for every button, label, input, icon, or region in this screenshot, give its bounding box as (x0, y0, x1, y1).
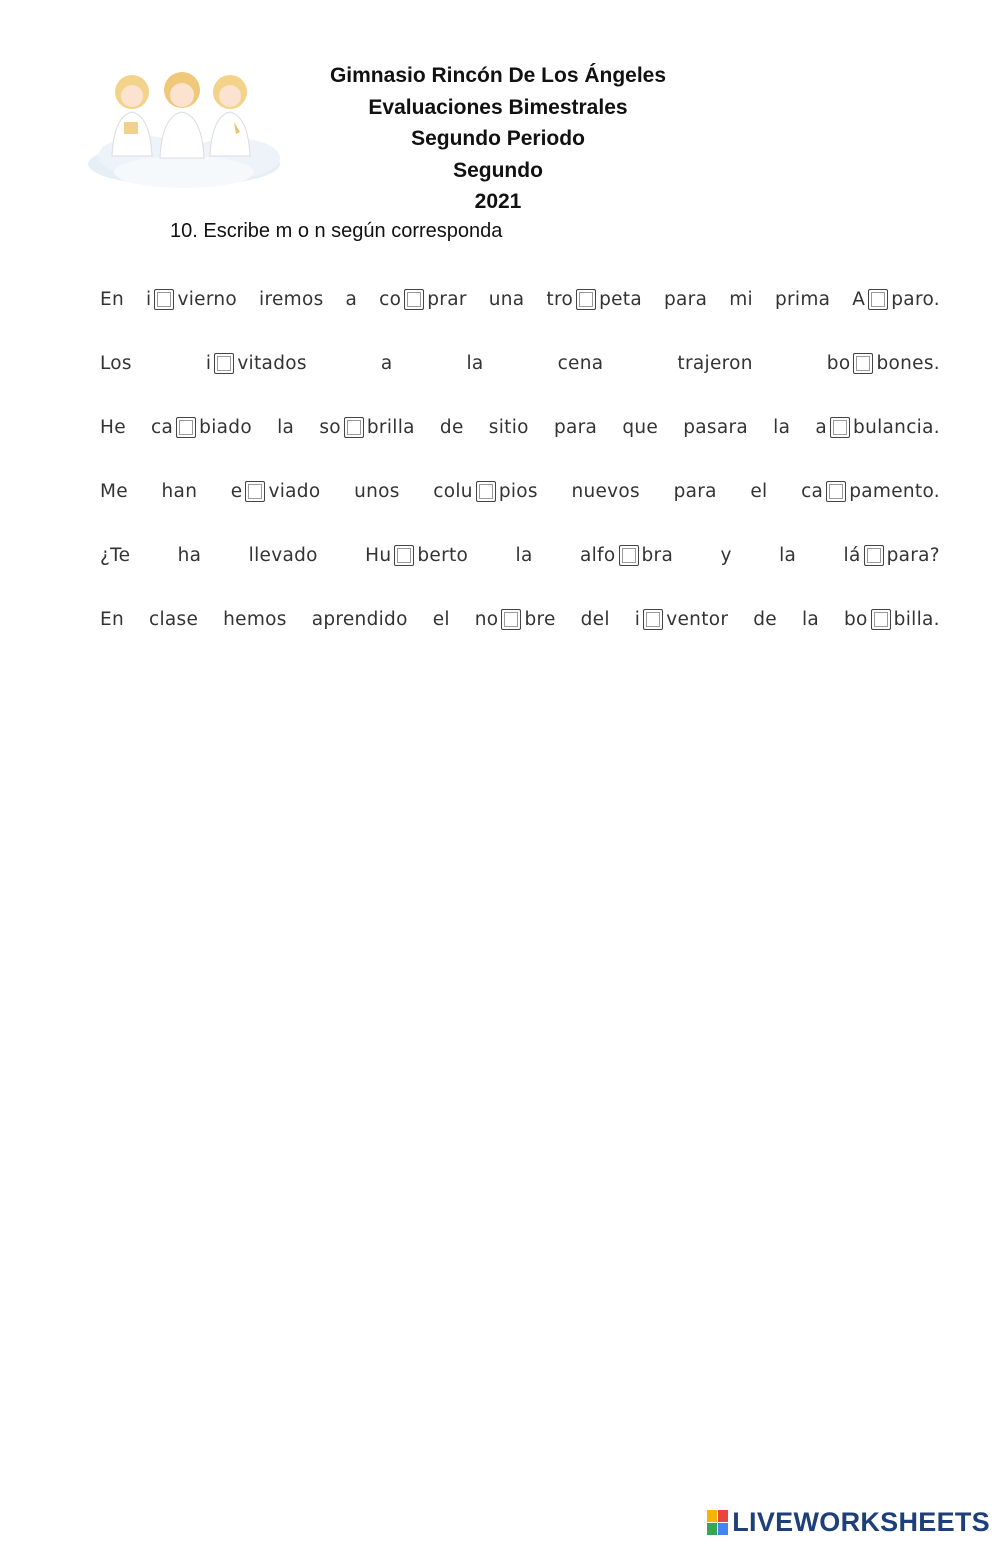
word-fragment: no (474, 608, 499, 630)
word-fragment: bra (641, 544, 674, 566)
answer-blank-input[interactable] (830, 417, 850, 438)
word-fragment: una (488, 288, 525, 310)
word (720, 545, 731, 566)
word-fragment: tro (546, 288, 574, 310)
word (844, 545, 940, 566)
word (249, 545, 318, 566)
word-fragment: i (634, 608, 641, 630)
word (149, 609, 198, 630)
sentence-3 (100, 412, 940, 442)
word (554, 417, 597, 438)
word (489, 289, 525, 310)
word (231, 481, 321, 502)
word-fragment: llevado (248, 544, 318, 566)
word-fragment: Los (100, 352, 132, 374)
word (489, 417, 529, 438)
word-fragment: vierno (177, 288, 238, 310)
word (635, 609, 729, 630)
word (475, 609, 556, 630)
word-fragment: sitio (488, 416, 529, 438)
word-fragment: que (622, 416, 659, 438)
word (319, 417, 414, 438)
word (729, 289, 753, 310)
word-fragment: En (100, 288, 125, 310)
sentence-2 (100, 348, 940, 378)
word (622, 417, 658, 438)
word (100, 289, 124, 310)
word-fragment: bones. (876, 352, 940, 374)
word-fragment: prar (427, 288, 467, 310)
word-fragment: la (779, 544, 797, 566)
word-fragment: A (852, 288, 866, 310)
word-fragment: ca (801, 480, 824, 502)
liveworksheets-logo-icon (707, 1510, 729, 1536)
word (381, 353, 393, 374)
word-fragment: para (663, 288, 708, 310)
word (844, 609, 940, 630)
word-fragment: ca (151, 416, 174, 438)
word (466, 353, 483, 374)
word-fragment: He (100, 416, 126, 438)
word-fragment: billa. (893, 608, 940, 630)
word (433, 609, 450, 630)
angels-on-cloud-logo (84, 56, 288, 194)
word (100, 609, 124, 630)
word-fragment: el (750, 480, 768, 502)
word-fragment: bulancia. (853, 416, 940, 438)
word (827, 353, 940, 374)
word-fragment: berto (417, 544, 469, 566)
word-fragment: i (205, 352, 212, 374)
word (379, 289, 467, 310)
word-fragment: a (345, 288, 358, 310)
word (259, 289, 324, 310)
answer-blank-input[interactable] (853, 353, 873, 374)
word-fragment: a (815, 416, 828, 438)
exercise-instruction: 10. Escribe m o n según corresponda (170, 220, 503, 242)
word (852, 289, 940, 310)
word-fragment: de (753, 608, 777, 630)
word-fragment: bo (826, 352, 851, 374)
word-fragment: co (379, 288, 402, 310)
answer-blank-input[interactable] (394, 545, 414, 566)
word-fragment: peta (599, 288, 642, 310)
word (775, 289, 830, 310)
word (558, 353, 604, 374)
sentence-4 (100, 476, 940, 506)
word (365, 545, 468, 566)
answer-blank-input[interactable] (476, 481, 496, 502)
word-fragment: e (230, 480, 243, 502)
word-fragment: prima (774, 288, 831, 310)
word (440, 417, 464, 438)
word-fragment: y (720, 544, 732, 566)
word (162, 481, 198, 502)
word (580, 545, 673, 566)
word (100, 353, 132, 374)
answer-blank-input[interactable] (501, 609, 521, 630)
word (346, 289, 358, 310)
word (677, 353, 752, 374)
word (801, 481, 940, 502)
school-name: Gimnasio Rincón De Los Ángeles (329, 64, 667, 87)
answer-blank-input[interactable] (871, 609, 891, 630)
word-fragment: pasara (683, 416, 749, 438)
word (354, 481, 400, 502)
word-fragment: nuevos (571, 480, 640, 502)
period-label: Segundo Periodo (411, 127, 585, 150)
word-fragment: mi (729, 288, 753, 310)
word (178, 545, 202, 566)
word-fragment: bre (524, 608, 556, 630)
word-fragment: ¿Te (100, 544, 131, 566)
word-fragment: colu (433, 480, 473, 502)
word-fragment: a (380, 352, 393, 374)
word (581, 609, 610, 630)
sentence-6 (100, 604, 940, 634)
word-fragment: han (161, 480, 198, 502)
answer-blank-input[interactable] (826, 481, 846, 502)
word (277, 417, 294, 438)
answer-blank-input[interactable] (404, 289, 424, 310)
word-fragment: pios (498, 480, 538, 502)
word-fragment: Me (100, 480, 128, 502)
word-fragment: so (319, 416, 341, 438)
answer-blank-input[interactable] (576, 289, 596, 310)
answer-blank-input[interactable] (245, 481, 265, 502)
word-fragment: para? (886, 544, 940, 566)
answer-blank-input[interactable] (214, 353, 234, 374)
word-fragment: para (553, 416, 598, 438)
word (664, 289, 707, 310)
word-fragment: alfo (579, 544, 616, 566)
answer-blank-input[interactable] (619, 545, 639, 566)
word (773, 417, 790, 438)
word-fragment: brilla (366, 416, 415, 438)
word (802, 609, 819, 630)
word (516, 545, 533, 566)
word (753, 609, 777, 630)
word-fragment: lá (843, 544, 861, 566)
word-fragment: la (801, 608, 820, 630)
sentence-1 (100, 284, 940, 314)
liveworksheets-brand (707, 1507, 990, 1538)
word-fragment: bo (844, 608, 868, 630)
word-fragment: del (580, 608, 610, 630)
word-fragment: unos (354, 480, 400, 502)
word (100, 481, 128, 502)
word-fragment: iremos (259, 288, 324, 310)
word-fragment: aprendido (311, 608, 408, 630)
word (674, 481, 717, 502)
year-label: 2021 (474, 190, 522, 213)
word (779, 545, 796, 566)
word-fragment: i (146, 288, 152, 310)
word (312, 609, 408, 630)
word-fragment: vitados (237, 352, 307, 374)
word (750, 481, 767, 502)
grade-label: Segundo (453, 158, 543, 182)
word (683, 417, 748, 438)
answer-blank-input[interactable] (154, 289, 174, 310)
word-fragment: de (439, 416, 464, 438)
word-fragment: la (466, 352, 484, 374)
word (151, 417, 252, 438)
word-fragment: hemos (223, 608, 287, 630)
answer-blank-input[interactable] (864, 545, 884, 566)
word (546, 289, 642, 310)
word (100, 417, 126, 438)
word-fragment: ha (177, 544, 202, 566)
word (100, 545, 130, 566)
brand-text: LIVEWORKSHEETS (732, 1507, 990, 1537)
word-fragment: paro. (891, 288, 940, 310)
word-fragment: Hu (365, 544, 392, 566)
answer-blank-input[interactable] (868, 289, 888, 310)
answer-blank-input[interactable] (176, 417, 196, 438)
answer-blank-input[interactable] (643, 609, 663, 630)
word-fragment: biado (199, 416, 252, 438)
word-fragment: viado (268, 480, 321, 502)
word-fragment: pamento. (849, 480, 940, 502)
evaluation-title: Evaluaciones Bimestrales (368, 95, 628, 119)
answer-blank-input[interactable] (344, 417, 364, 438)
word-fragment: ventor (666, 608, 729, 630)
sentence-5 (100, 540, 940, 570)
word-fragment: clase (148, 608, 199, 630)
word-fragment: trajeron (677, 352, 753, 374)
word-fragment: la (773, 416, 791, 438)
school-header (300, 60, 696, 218)
word (571, 481, 640, 502)
word-fragment: la (515, 544, 533, 566)
word-fragment: En (100, 608, 125, 630)
word (223, 609, 287, 630)
word (433, 481, 538, 502)
word (815, 417, 940, 438)
word (146, 289, 237, 310)
word (206, 353, 307, 374)
word-fragment: cena (557, 352, 604, 374)
word-fragment: el (432, 608, 450, 630)
word-fragment: para (673, 480, 717, 502)
word-fragment: la (277, 416, 295, 438)
